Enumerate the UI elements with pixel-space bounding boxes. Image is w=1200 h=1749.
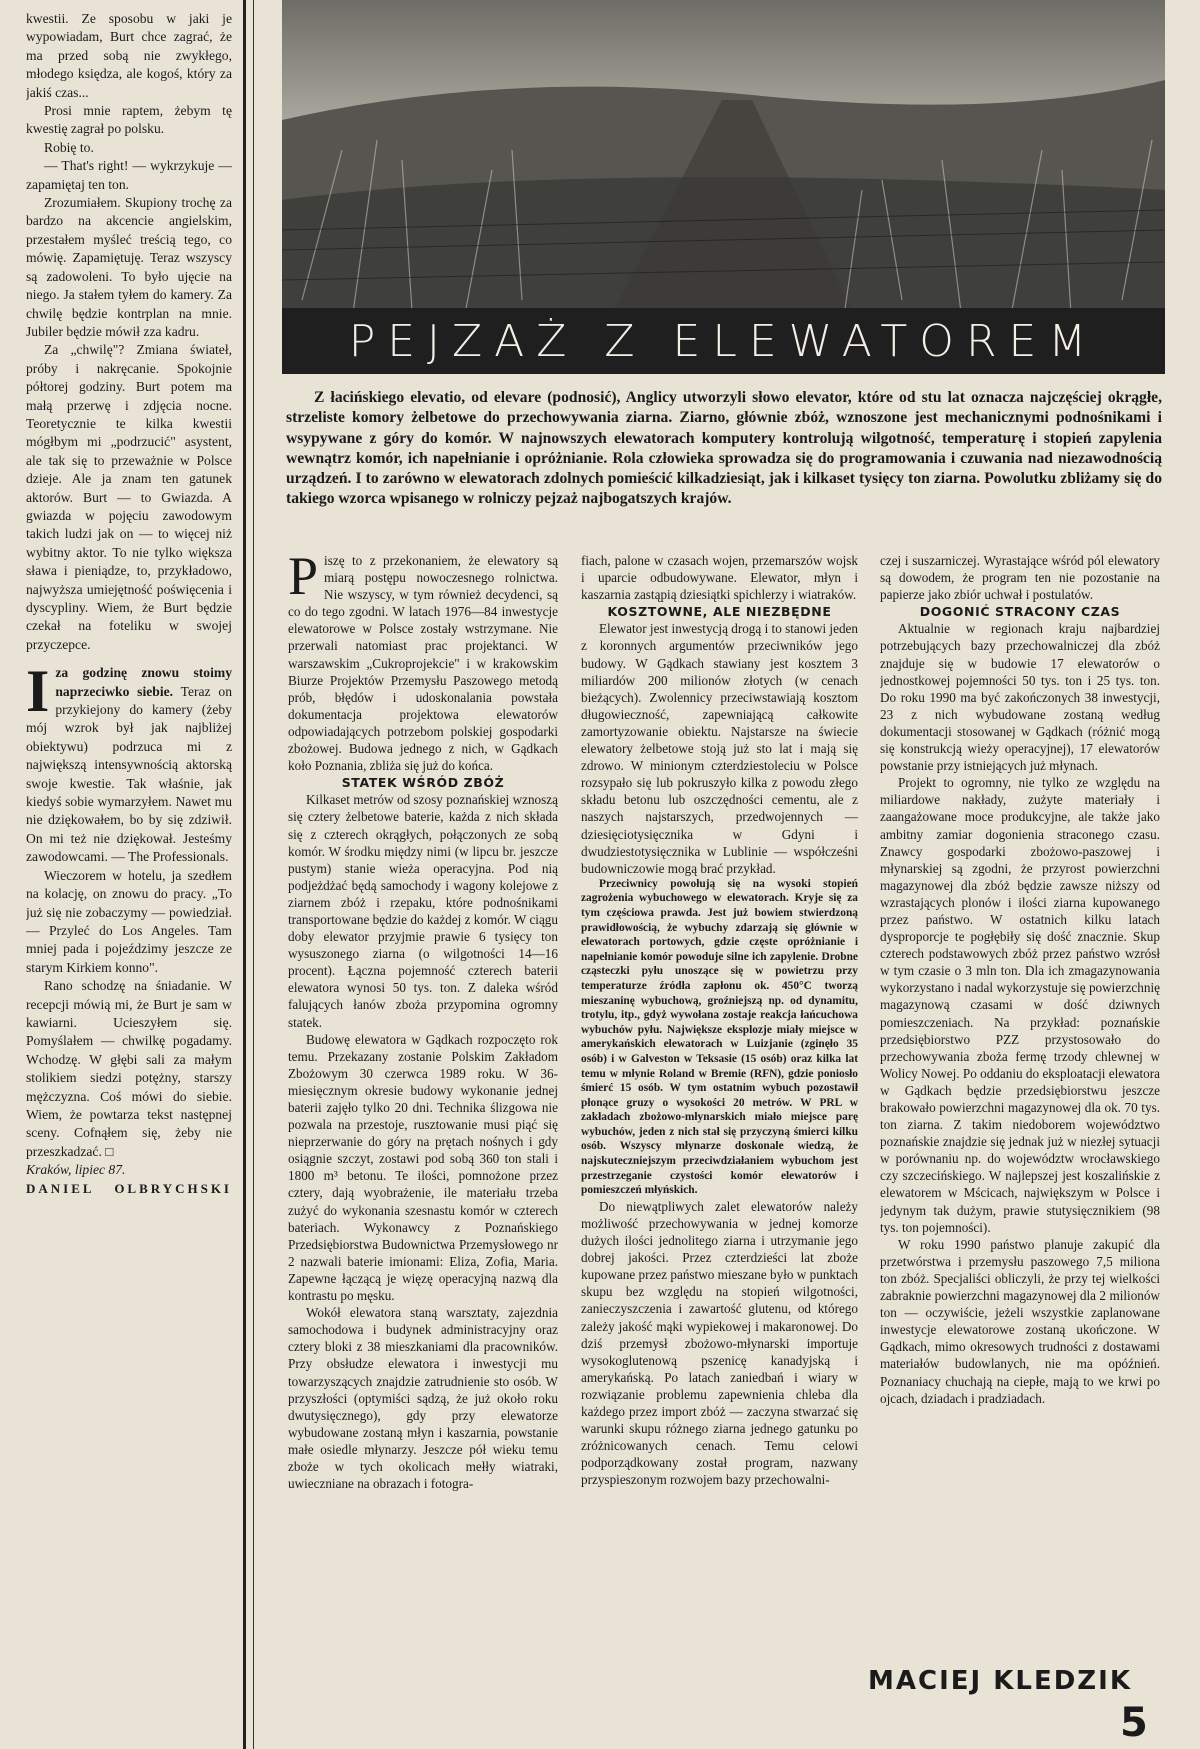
- column-divider: [253, 0, 254, 1749]
- paragraph: Elewator jest inwestycją drogą i to stanowi jeden z koronnych argumentów przeciwników jego budowy. W Gądkach stawiany jest kosztem 3 miliardów 200 milionów złotych (w cenach bieżących). Zwolennicy przeciwstawiają kosztom długowieczność, zapewniającą całkowite zamortyzowanie obiektu. Najstarsze na świecie elewatory żelbetowe stoją już sto lat i mają się zdrowo. W minionym czterdziestoleciu w Polsce rozsypało się lub pokruszyło kilka z powodu złego składu betonu lub oszczędności cementu, ale z naszych najstarszych, przedwojennych — dziesięciotysięcznika w Gdyni i dwudziestotysięcznika w Lublinie — współcześni budowniczowie mogą brać przykład.: [581, 621, 858, 876]
- article-column-2: [581, 552, 858, 1722]
- paragraph: Budowę elewatora w Gądkach rozpoczęto rok temu. Przekazany zostanie Polskim Zakładom Zbożowym 30 czerwca 1989 roku. W 36-miesięcznym okresie budowy wykonanie jednej baterii zajęło tylko 20 dni. Technika ślizgowa nie pozwala na przestoje, rusztowanie musi piąć się nieprzerwanie do góry na prętach nośnych i gdy osiągnie szczyt, zostawi pod sobą 360 ton stali i 1800 m³ betonu. Te ilości, pomnożone przez cztery, dają wyobrażenie, ile materiału trzeba zużyć do wykonania szesnastu komór w czterech bateriach. Wykonawcy z Poznańskiego Przedsiębiorstwa Budownictwa Przemysłowego nr 2 nazwali baterie imionami: Eliza, Zofia, Maria. Zapewne łączącą je więzę operacyjną nazwą dla kontrastu po męsku.: [288, 1031, 558, 1304]
- article-title: PEJZAŻ Z ELEWATOREM: [282, 308, 1165, 374]
- signature-first-name: DANIEL: [26, 1180, 95, 1196]
- signature: [26, 1180, 232, 1198]
- subheading: STATEK WŚRÓD ZBÓŻ: [341, 775, 505, 791]
- drop-cap: P: [288, 552, 319, 606]
- paragraph-with-initial: [26, 658, 232, 866]
- bold-lead: za godzinę znowu stoimy naprzeciwko siebie.: [55, 665, 232, 699]
- boxed-note: Przeciwnicy powołują się na wysoki stopień zagrożenia wybuchowego w elewatorach. Kryje się za tym częściowa prawda. Jest już bowiem stwierdzoną prawidłowością, że wybuchy zdarzają się głównie w elewatorach portowych, gdzie częste opróżnianie i napełnianie komór powoduje silne ich zapylenie. Drobne cząsteczki pyłu unoszące się w powietrzu przy temperaturze źródła zapłonu ok. 450°C tworzą mieszaninę wybuchową, groźniejszą np. od dynamitu, trotylu, itp., gdyż wywołana zostaje reakcja łańcuchowa wybuchów pyłu. Największe eksplozje miały miejsce w amerykańskich elewatorach w Luizjanie (zginęło 35 osób) i w Galveston w Teksasie (15 osób) oraz kilka lat temu w młynie Roland w Bremie (RFN), gdzie poniosło śmierć 15 osób. W tym ostatnim wybuch pozostawił płonące gruzy o wysokości 20 metrów. W PRL w zakładach zbożowo-młynarskich miało miejsce parę wybuchów, jeden z nich stał się przyczyną śmierci kilku osób. Wszyscy młynarze doskonale wiedzą, że najskuteczniejszym przeciwdziałaniem wybuchom jest przestrzeganie czystości komór elewatorów i pomieszczeń młyńskich.: [581, 877, 858, 1197]
- paragraph: Zrozumiałem. Skupiony trochę za bardzo na akcencie angielskim, przestałem myśleć treścią tego, co mówię. Zapamiętuję. Teraz wszyscy są zadowoleni. To było ujęcie na niego. Ja stałem tyłem do kamery. Za chwilę będzie kontrplan na mnie. Jubiler będzie mówił zza kadru.: [26, 195, 232, 339]
- previous-article-column: [26, 10, 232, 1740]
- paragraph: fiach, palone w czasach wojen, przemarszów wojsk i uparcie odbudowywane. Elewator, młyn i kaszarnia zastąpią dziesiątki spichlerzy i wiatraków.: [581, 553, 858, 603]
- article-column-1: [288, 552, 558, 1722]
- subheading: DOGONIĆ STRACONY CZAS: [919, 604, 1121, 620]
- paragraph: Aktualnie w regionach kraju najbardziej potrzebujących bazy przechowalniczej dla zbóż znajduje się w budowie 17 elewatorów o jednostkowej pojemności 50 tys. ton i 25 tys. ton. Do roku 1990 ma być zakończonych 38 inwestycji, 23 z nich wybudowane zostaną według dokumentacji stosowanej w Gądkach (różnić mogą się konstrukcją wieży operacyjnej), 17 elewatorów powstanie przy istniejących już młynach.: [880, 621, 1160, 774]
- drop-cap: I: [26, 658, 50, 725]
- signature-last-name: OLBRYCHSKI: [114, 1180, 232, 1196]
- paragraph: Robię to.: [44, 139, 94, 155]
- paragraph: W roku 1990 państwo planuje zakupić dla przetwórstwa i przemysłu paszowego 7,5 miliona ton zbóż. Specjaliści obliczyli, że przy tej wielkości zabraknie powierzchni magazynowej dla 2 milionów ton — oczywiście, jeżeli wszystkie zaplanowane inwestycje elewatorowe zostaną ukończone. W Gądkach, mimo okresowych trudności z dostawami materiałów budowlanych, nie ma opóźnień. Poznaniacy chuchają na ciepłe, mają to we krwi po ojcach, dziadach i pradziadach.: [880, 1236, 1160, 1406]
- subheading: KOSZTOWNE, ALE NIEZBĘDNE: [607, 604, 832, 620]
- paragraph-text: Teraz on przykiejony do kamery (żeby mój wzrok był jak najbliżej obiektywu) podrzuca mi z największą intensywnością aktorską swoje kwestie. Tak właśnie, jak kiedyś sobie wymarzyłem. Nawet mu nie dziękowałem, bo by się zdziwił. On mi też nie dziękował. Jesteśmy zawodowcami. — The Professionals.: [26, 683, 232, 865]
- paragraph-text: iszę to z przekonaniem, że elewatory są miarą postępu nowoczesnego rolnictwa. Nie wszyscy, w tym również decydenci, są co do tego zgodni. W latach 1976—84 inwestycje elewatorowe w Polsce zostały wstrzymane. Nie przerwali natomiast prac projektanci. W warszawskim „Cukroprojekcie" i w krakowskim Biurze Projektów Przemysłu Paszowego metodą prób, błędów i udoskonalania powstała dokumentacja projektowa elewatorów odpowiadających potrzebom polskiej gospodarki zbożowej. Budowa jednego z nich, w Gądkach koło Poznania, zbliża się już do końca.: [288, 553, 558, 774]
- paragraph-with-initial: [288, 552, 558, 774]
- article-column-3: [880, 552, 1160, 1722]
- paragraph: Rano schodzę na śniadanie. W recepcji mówią mi, że Burt je sam w kawiarni. Ucieszyłem się. Pomyślałem — chwilkę pogadamy. Wchodzę. W głębi sali za małym stolikiem siedzi potężny, starszy mężczyzna. Coś mówi do siebie. Wiem, że powtarza tekst następnej sceny. Cofnąłem się, żeby nie przeszkadzać. □: [26, 978, 232, 1159]
- paragraph: Wokół elewatora staną warsztaty, zajezdnia samochodowa i budynek administracyjny oraz cztery bloki z 38 mieszkaniami dla pracowników. Przy obsłudze elewatora i inwestycji mu towarzyszących znajdzie zatrudnienie sto osób. W przyszłości (optymiści sądzą, że już około roku dwutysięcznego), gdy przy elewatorze wybudowane zostaną młyn i kaszarnia, powstanie małe osiedle młynarzy. Jeszcze pół wieku temu zboże w tych okolicach mełły wiatraki, uwieczniane na obrazach i fotogra-: [288, 1305, 558, 1492]
- place-date: Kraków, lipiec 87.: [26, 1162, 126, 1178]
- column-divider: [243, 0, 246, 1749]
- paragraph: czej i suszarniczej. Wyrastające wśród pól elewatory są dowodem, że program ten nie pozostanie na papierze jako zbiór uchwał i postulatów.: [880, 553, 1160, 603]
- paragraph: Prosi mnie raptem, żebym tę kwestię zagrał po polsku.: [26, 103, 232, 137]
- paragraph: Do niewątpliwych zalet elewatorów należy możliwość przechowywania w jednej komorze dużych ilości jednolitego ziarna i utrzymanie jego dobrej jakości. Przez czterdzieści lat zboże kupowane przez państwo mieszane było w punktach skupu bez względu na stopień wilgotności, zanieczyszczenia i zawartość glutenu, od którego zależy jakość mąki wypiekowej i makaronowej. Do dziś przemysł zbożowo-młynarski importuje wysokoglutenową pszenicę kanadyjską i amerykańską. Po latach zaniedbań i wiary w rozwiązanie problemu zapewnienia chleba dla każdego przez import zbóż — zaczyna stwarzać się warunki skupu różnego ziarna jednego gatunku po zróżnicowanych cenach. Temu celowi podporządkowany został program, nazwany przyspieszonym rozwojem bazy przechowalni-: [581, 1198, 858, 1488]
- paragraph: kwestii. Ze sposobu w jaki je wypowiadam, Burt chce zagrać, że ma przed sobą nie zwykłego, młodego księdza, ale kogoś, który za jakiś czas...: [26, 11, 232, 100]
- author-name: MACIEJ KLEDZIK: [868, 1666, 1132, 1696]
- page-number: 5: [1120, 1700, 1148, 1746]
- paragraph: Kilkaset metrów od szosy poznańskiej wznoszą się cztery żelbetowe baterie, każda z nich składa się z czterech okrągłych, połączonych ze sobą komór. W środku między nimi (w lipcu br. jeszcze pustym) stanie wieża operacyjna. Pod nią podjeżdżać będą samochody i wagony kolejowe z ziarnem zbóż i rzepaku, które podnośnikami transportowane będzie do każdej z komór. W ciągu doby elewator przyjmie prawie 6 tysięcy ton wysuszonego ziarna (o wilgotności 14—16 procent). Łączna pojemność czterech baterii elewatora wynosi 50 tys. ton. Z daleka wśród falujących łanów zboża przypomina ogromny statek.: [288, 792, 558, 1030]
- article-lead: Z łacińskiego elevatio, od elevare (podnosić), Anglicy utworzyli słowo elevator, które od stu lat oznacza najczęściej okrągłe, strzeliste komory żelbetowe do przechowywania ziarna. Ziarno, głównie zbóż, wznoszone jest mechanicznymi podnośnikami i wsypywane z góry do komór. W najnowszych elewatorach komputery kontrolują wilgotność, temperaturę i stopień zapylenia wewnątrz komór, ich napełnianie i opróżnianie. Rola człowieka sprowadza się do programowania i czuwania nad niezawodnością urządzeń. I to zarówno w elewatorach zdolnych pomieścić kilkadziesiąt, jak i kilkaset tysięcy ton ziarna. Powolutku zbliżamy się do takiego wzorca wpisanego w rolniczy pejzaż najbogatszych krajów.: [286, 389, 1162, 508]
- paragraph: Wieczorem w hotelu, ja szedłem na kolację, on znowu do pracy. „To już się nie zobaczymy — powiedział. — Przyleć do Los Angeles. Tam mniej pada i pojeździmy jeszcze ze starym Kirkiem konno".: [26, 867, 232, 975]
- paragraph: Projekt to ogromny, nie tylko ze względu na miliardowe nakłady, zużyte materiały i zaangażowane moce produkcyjne, ale także jako ambitny zamiar dogonienia straconego czasu. Znawcy gospodarki zbożowo-paszowej i młynarskiej są zgodni, że przyrost powierzchni magazynowej dla zbóż będzie zawsze niższy od wzrastających plonów i ilości ziarna kupowanego przez państwo. W ostatnich kilku latach dysproporcje te pogłębiły się dość znacznie. Skup czterech podstawowych zbóż przez państwo wzrósł w tym czasie o 3 mln ton. Dla ich zmagazynowania wykorzystano i nadal wykorzystuje się powierzchnię magazynową czasami w dość dziwnych pomieszczeniach. Na przykład: poznańskie przedsiębiorstwo PZZ przystosowało do przechowywania zboża fermę trzody chlewnej w Wolicy Nowej. Po oddaniu do eksploatacji elewatora w Gądkach będzie przedsiębiorstwu jeszcze brakowało powierzchni magazynowej dla ok. 70 tys. ton ziarna. Z takim niedoborem województwo poznańskie znajdzie się jednak już w niezłej sytuacji w porównaniu np. do województw wrocławskiego czy szczecińskiego. W najlepszej jest koszalińskie z elewatorem w Mścicach, największym w Polsce i jedynym tak dużym, prawie stutysięcznikiem (98 tys. ton pojemności).: [880, 775, 1160, 1235]
- paragraph: Za „chwilę"? Zmiana świateł, próby i nakręcanie. Spokojnie półtorej godziny. Burt potem ma małą przerwę i zdjęcia nocne. Teoretycznie te kilka kwestii mógłbym mi „podrzucić" asystent, ale tak się to przeważnie w Polsce dzieje. Ale ja znam ten gatunek aktorów. Burt — to Gwiazda. A gwiazda w pojęciu zawodowym takich ludzi jak on — to więcej niż wybitny aktor. To nie tylko większa sława i pieniądze, to, przykładowo, najwyższa umiejętność poświęcenia i dyscypliny. Wiem, że Burt będzie czekał na foteliku w swojej przyczepce.: [26, 342, 232, 652]
- paragraph: — That's right! — wykrzykuje — zapamiętaj ten ton.: [26, 158, 232, 192]
